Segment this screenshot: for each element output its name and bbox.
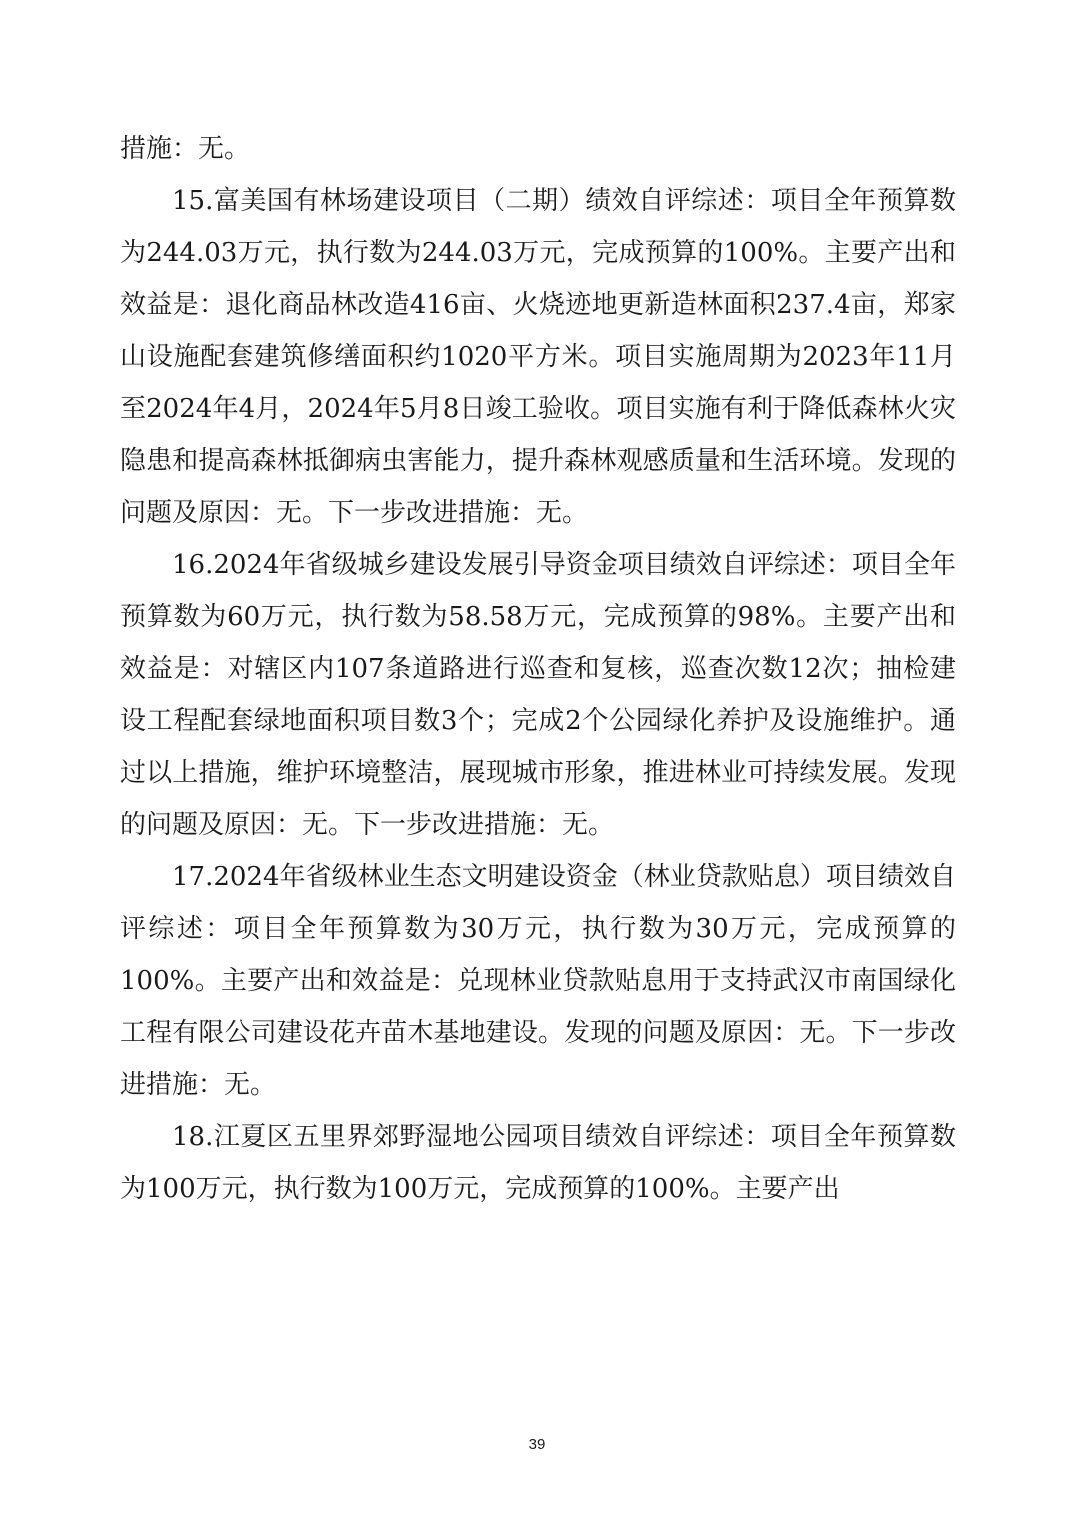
paragraph-continuation: 措施：无。 xyxy=(120,134,251,164)
document-body xyxy=(120,123,956,1215)
paragraph-item-16: 16.2024年省级城乡建设发展引导资金项目绩效自评综述：项目全年预算数为60万元，执行数为58.58万元，完成预算的98%。主要产出和效益是：对辖区内107条道路进行巡查和复核，巡查次数12次；抽检建设工程配套绿地面积项目数3个；完成2个公园绿化养护及设施维护。通过以上措施，维护环境整洁，展现城市形象，推进林业可持续发展。发现的问题及原因：无。下一步改进措施：无。 xyxy=(120,550,956,840)
paragraph-item-17: 17.2024年省级林业生态文明建设资金（林业贷款贴息）项目绩效自评综述：项目全年预算数为30万元，执行数为30万元，完成预算的100%。主要产出和效益是：兑现林业贷款贴息用于支持武汉市南国绿化工程有限公司建设花卉苗木基地建设。发现的问题及原因：无。下一步改进措施：无。 xyxy=(120,862,956,1100)
paragraph-item-15: 15.富美国有林场建设项目（二期）绩效自评综述：项目全年预算数为244.03万元，执行数为244.03万元，完成预算的100%。主要产出和效益是：退化商品林改造416亩、火烧迹地更新造林面积237.4亩，郑家山设施配套建筑修缮面积约1020平方米。项目实施周期为2023年11月至2024年4月，2024年5月8日竣工验收。项目实施有利于降低森林火灾隐患和提高森林抵御病虫害能力，提升森林观感质量和生活环境。发现的问题及原因：无。下一步改进措施：无。 xyxy=(120,186,956,528)
page-number: 39 xyxy=(528,1436,546,1453)
paragraph-item-18: 18.江夏区五里界郊野湿地公园项目绩效自评综述：项目全年预算数为100万元，执行数为100万元，完成预算的100%。主要产出 xyxy=(120,1122,956,1204)
